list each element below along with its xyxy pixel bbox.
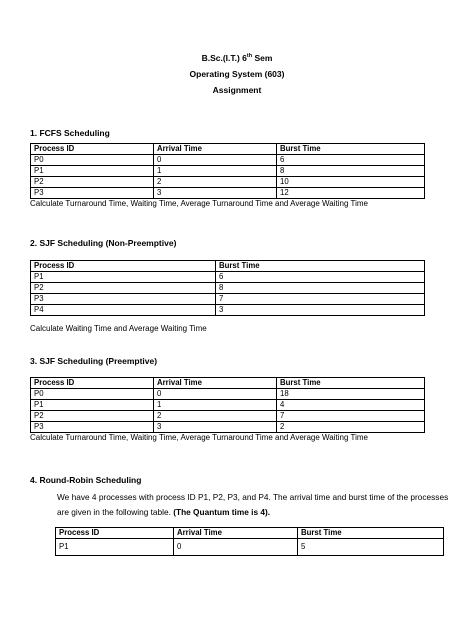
table-cell: P3 xyxy=(31,422,154,433)
table-cell: P2 xyxy=(31,177,154,188)
table-row xyxy=(31,166,425,177)
table-header-row xyxy=(31,261,425,272)
column-header: Burst Time xyxy=(216,261,425,272)
table-cell: 4 xyxy=(277,400,425,411)
table-cell: 2 xyxy=(154,177,277,188)
table-cell: 6 xyxy=(216,272,425,283)
table-cell: 3 xyxy=(154,422,277,433)
column-header: Process ID xyxy=(31,144,154,155)
table-header-row xyxy=(31,378,425,389)
table-cell: 1 xyxy=(154,166,277,177)
table-cell: 2 xyxy=(277,422,425,433)
column-header: Burst Time xyxy=(277,144,425,155)
table-row xyxy=(31,422,425,433)
assignment-line: Assignment xyxy=(212,85,262,95)
table-row xyxy=(31,294,425,305)
column-header: Arrival Time xyxy=(174,528,298,539)
table-row xyxy=(31,283,425,294)
subject-line: Operating System (603) xyxy=(189,69,285,79)
column-header: Process ID xyxy=(56,528,174,539)
table-cell: P2 xyxy=(31,411,154,422)
table-row xyxy=(31,411,425,422)
document-header xyxy=(0,50,474,98)
table-cell: 0 xyxy=(174,539,298,556)
table-cell: 18 xyxy=(277,389,425,400)
sjf-nonpreemptive-instruction: Calculate Waiting Time and Average Waiting Time xyxy=(30,324,207,333)
table-cell: P0 xyxy=(31,389,154,400)
sjf-nonpreemptive-table xyxy=(30,260,425,316)
table-cell: P1 xyxy=(31,272,216,283)
table-cell: 7 xyxy=(216,294,425,305)
table-cell: 7 xyxy=(277,411,425,422)
table-row xyxy=(31,272,425,283)
table-cell: 5 xyxy=(298,539,444,556)
table-cell: P2 xyxy=(31,283,216,294)
round-robin-table xyxy=(55,527,444,556)
table-cell: 0 xyxy=(154,389,277,400)
table-cell: 3 xyxy=(154,188,277,199)
table-cell: 6 xyxy=(277,155,425,166)
sjf-preemptive-table xyxy=(30,377,425,433)
table-row xyxy=(31,177,425,188)
column-header: Process ID xyxy=(31,378,154,389)
column-header: Burst Time xyxy=(277,378,425,389)
table-header-row xyxy=(56,528,444,539)
section-title-round-robin: 4. Round-Robin Scheduling xyxy=(30,475,142,485)
table-cell: P1 xyxy=(56,539,174,556)
table-cell: P3 xyxy=(31,294,216,305)
column-header: Arrival Time xyxy=(154,378,277,389)
table-cell: 1 xyxy=(154,400,277,411)
section-title-sjf-nonpreemptive: 2. SJF Scheduling (Non-Preemptive) xyxy=(30,238,177,248)
table-cell: 2 xyxy=(154,411,277,422)
fcfs-table xyxy=(30,143,425,199)
table-cell: P0 xyxy=(31,155,154,166)
table-cell: P1 xyxy=(31,166,154,177)
table-cell: 8 xyxy=(216,283,425,294)
section-title-fcfs: 1. FCFS Scheduling xyxy=(30,128,110,138)
sjf-preemptive-instruction: Calculate Turnaround Time, Waiting Time, Average Turnaround Time and Average Waiting Time xyxy=(30,433,368,442)
table-row xyxy=(56,539,444,556)
table-cell: P1 xyxy=(31,400,154,411)
table-cell: 0 xyxy=(154,155,277,166)
column-header: Arrival Time xyxy=(154,144,277,155)
table-row xyxy=(31,400,425,411)
table-cell: 10 xyxy=(277,177,425,188)
table-cell: P4 xyxy=(31,305,216,316)
table-row xyxy=(31,305,425,316)
table-row xyxy=(31,389,425,400)
table-row xyxy=(31,188,425,199)
course-line: B.Sc.(I.T.) 6th Sem xyxy=(201,53,273,63)
section-title-sjf-preemptive: 3. SJF Scheduling (Preemptive) xyxy=(30,356,158,366)
column-header: Process ID xyxy=(31,261,216,272)
table-cell: 3 xyxy=(216,305,425,316)
table-row xyxy=(31,155,425,166)
table-header-row xyxy=(31,144,425,155)
column-header: Burst Time xyxy=(298,528,444,539)
table-cell: 8 xyxy=(277,166,425,177)
table-cell: P3 xyxy=(31,188,154,199)
table-cell: 12 xyxy=(277,188,425,199)
fcfs-instruction: Calculate Turnaround Time, Waiting Time, Average Turnaround Time and Average Waiting Time xyxy=(30,199,368,208)
round-robin-description: We have 4 processes with process ID P1, P2, P3, and P4. The arrival time and burst time of the processes are given in the following table. (The Quantum time is 4). xyxy=(57,492,449,517)
